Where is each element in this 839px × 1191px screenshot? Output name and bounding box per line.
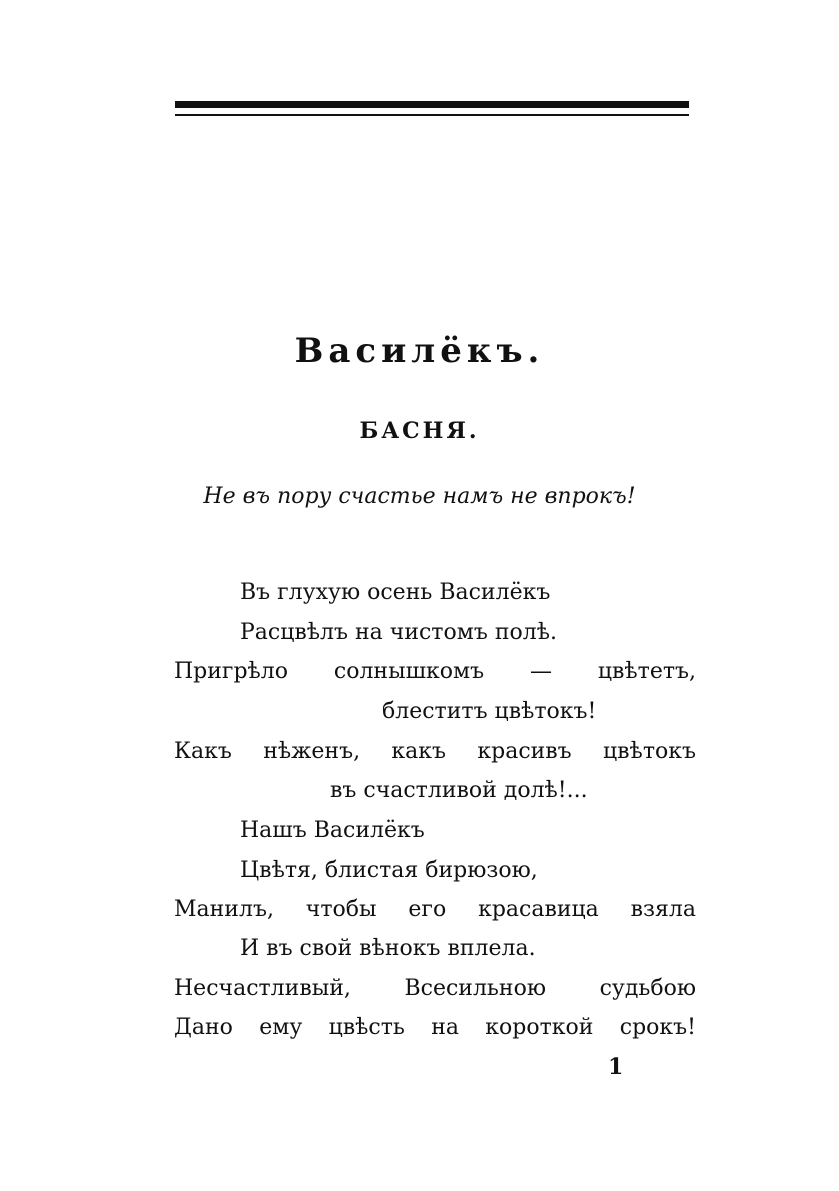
poem-line: И въ свой вѣнокъ вплела. (240, 936, 536, 961)
header-rule-thin (175, 114, 689, 116)
epigraph: Не въ пору счастье намъ не впрокъ! (203, 484, 636, 509)
poem-line: Пригрѣло солнышкомъ — цвѣтетъ, (174, 659, 696, 684)
poem-line: Цвѣтя, блистая бирюзою, (240, 858, 538, 883)
poem-line: Несчастливый, Всесильною судьбою (174, 976, 696, 1001)
poem-line: Какъ нѣженъ, какъ красивъ цвѣтокъ (174, 739, 696, 764)
poem-line: Дано ему цвѣсть на короткой срокъ! (174, 1015, 696, 1040)
poem-line: Въ глухую осень Василёкъ (240, 580, 551, 605)
poem-line: Нашъ Василёкъ (240, 818, 425, 843)
page-title: Василёкъ. (294, 331, 545, 371)
page-number: 1 (608, 1054, 624, 1080)
header-rule-thick (175, 101, 689, 108)
poem-line: Манилъ, чтобы его красавица взяла (174, 897, 696, 922)
subtitle: БАСНЯ. (359, 418, 480, 444)
poem-line: въ счастливой долѣ!... (330, 778, 588, 803)
poem-line: блеститъ цвѣтокъ! (382, 699, 597, 724)
poem-line: Расцвѣлъ на чистомъ полѣ. (240, 620, 557, 645)
